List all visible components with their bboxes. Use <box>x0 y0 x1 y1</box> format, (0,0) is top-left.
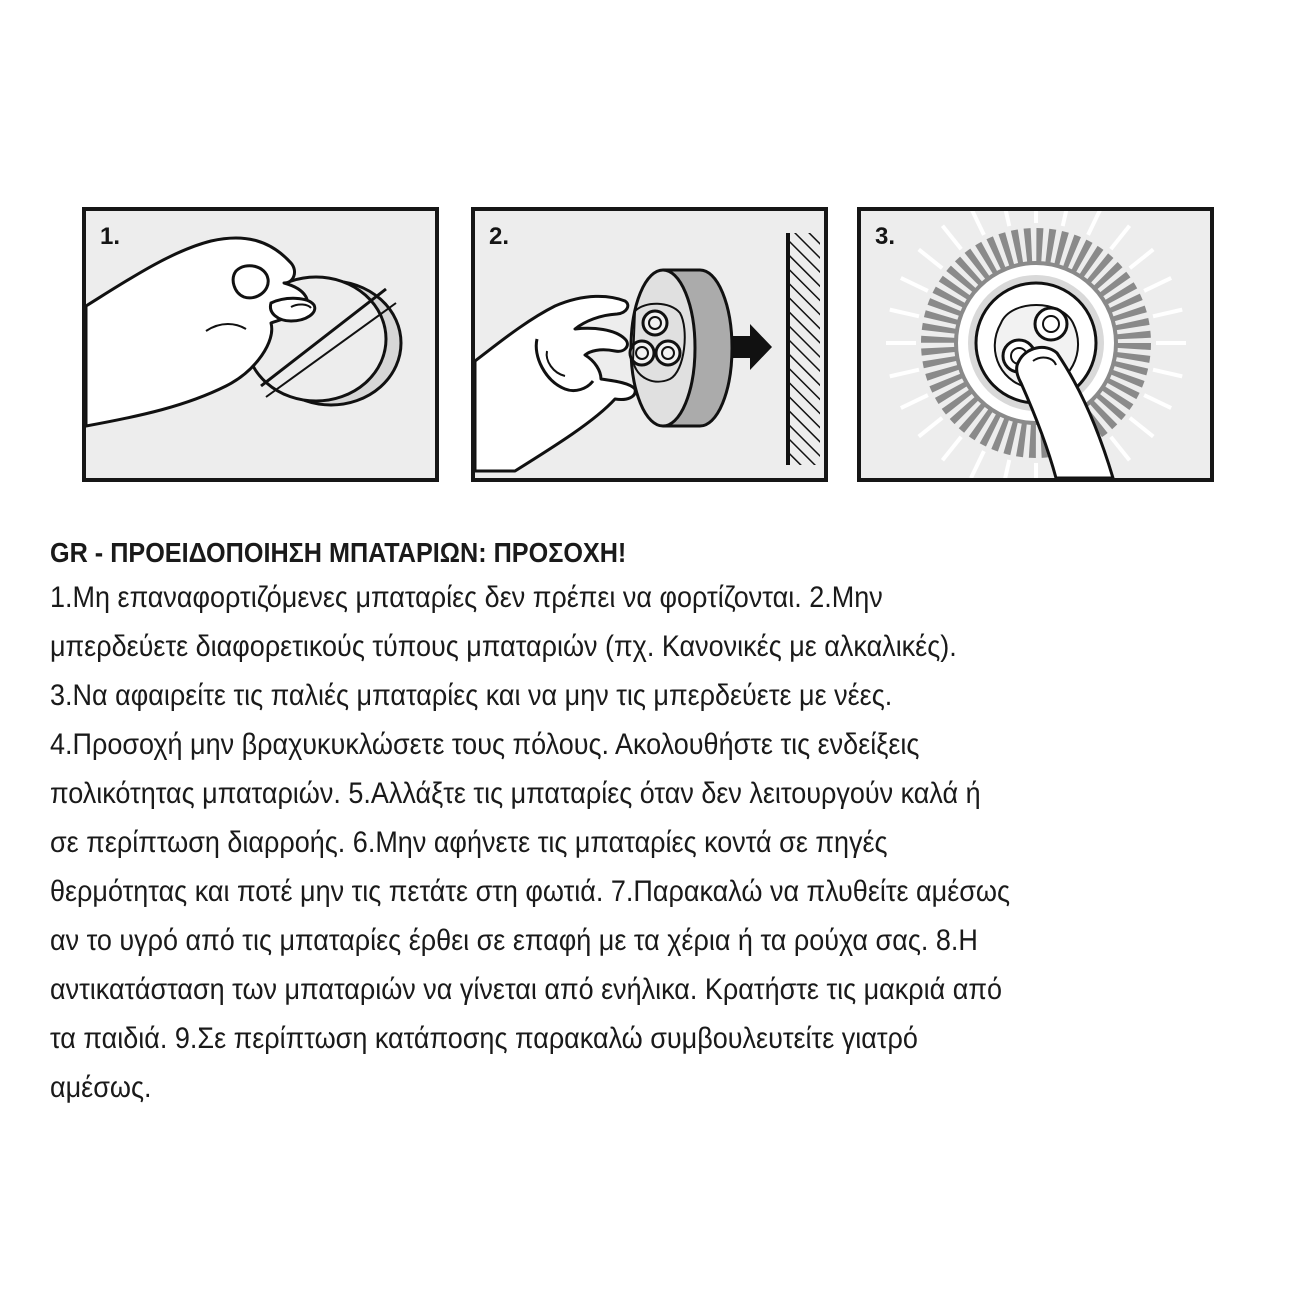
step-3-number: 3. <box>875 223 896 250</box>
warning-line: αντικατάσταση των μπαταριών να γίνεται από ενήλικα. Κρατήστε τις μακριά από <box>50 973 1003 1006</box>
light-ray <box>1063 211 1070 226</box>
light-ray <box>901 395 928 408</box>
light-ray <box>1088 211 1101 235</box>
light-ray <box>919 249 942 268</box>
warning-line: τα παιδιά. 9.Σε περίπτωση κατάποσης παρακαλώ συμβουλευτείτε γιατρό <box>50 1022 918 1055</box>
step-2-number: 2. <box>489 223 510 250</box>
light-ray <box>1153 370 1182 377</box>
light-ray <box>1144 395 1171 408</box>
warning-line: μπερδεύετε διαφορετικούς τύπους μπαταριών (πχ. Κανονικές με αλκαλικές). <box>50 630 957 663</box>
step-1-panel <box>82 207 439 482</box>
warning-line: αν το υγρό από τις μπαταρίες έρθει σε επαφή με τα χέρια ή τα ρούχα σας. 8.Η <box>50 924 978 957</box>
light-ray <box>901 278 928 291</box>
light-ray <box>890 370 919 377</box>
light-ray <box>1111 437 1130 460</box>
warning-line: πολικότητας μπαταριών. 5.Αλλάξτε τις μπαταρίες όταν δεν λειτουργούν καλά ή <box>50 777 981 810</box>
light-ray <box>1130 249 1153 268</box>
light-ray <box>890 310 919 317</box>
warning-title: GR - ΠΡΟΕΙΔΟΠΟΙΗΣΗ ΜΠΑΤΑΡΙΩΝ: ΠΡΟΣΟΧΗ! <box>50 537 627 568</box>
light-ray <box>1111 226 1130 249</box>
warning-line: 3.Να αφαιρείτε τις παλιές μπαταρίες και να μην τις μπερδεύετε με νέες. <box>50 679 893 712</box>
remove-cover-icon <box>86 211 435 478</box>
warning-line: 1.Μη επαναφορτιζόμενες μπαταρίες δεν πρέπει να φορτίζονται. 2.Μην <box>50 581 883 614</box>
light-ray <box>919 418 942 437</box>
light-ray <box>1153 310 1182 317</box>
light-ray <box>971 211 984 235</box>
light-ray <box>1144 278 1171 291</box>
battery-warning <box>50 533 1144 1112</box>
light-ray <box>942 437 961 460</box>
light-ray <box>971 451 984 478</box>
warning-line: 4.Προσοχή μην βραχυκυκλώσετε τους πόλους. Ακολουθήστε τις ενδείξεις <box>50 728 920 761</box>
step-1-number: 1. <box>100 223 121 250</box>
press-to-light-icon <box>861 211 1210 478</box>
light-ray <box>1130 418 1153 437</box>
light-ray <box>942 226 961 249</box>
step-3-panel <box>857 207 1214 482</box>
warning-line: αμέσως. <box>50 1071 152 1104</box>
warning-line: θερμότητας και ποτέ μην τις πετάτε στη φωτιά. 7.Παρακαλώ να πλυθείτε αμέσως <box>50 875 1011 908</box>
light-ray <box>1003 211 1010 226</box>
light-ray <box>1003 460 1010 478</box>
warning-line: σε περίπτωση διαρροής. 6.Μην αφήνετε τις μπαταρίες κοντά σε πηγές <box>50 826 888 859</box>
mount-on-wall-icon <box>475 211 824 478</box>
step-2-panel <box>471 207 828 482</box>
